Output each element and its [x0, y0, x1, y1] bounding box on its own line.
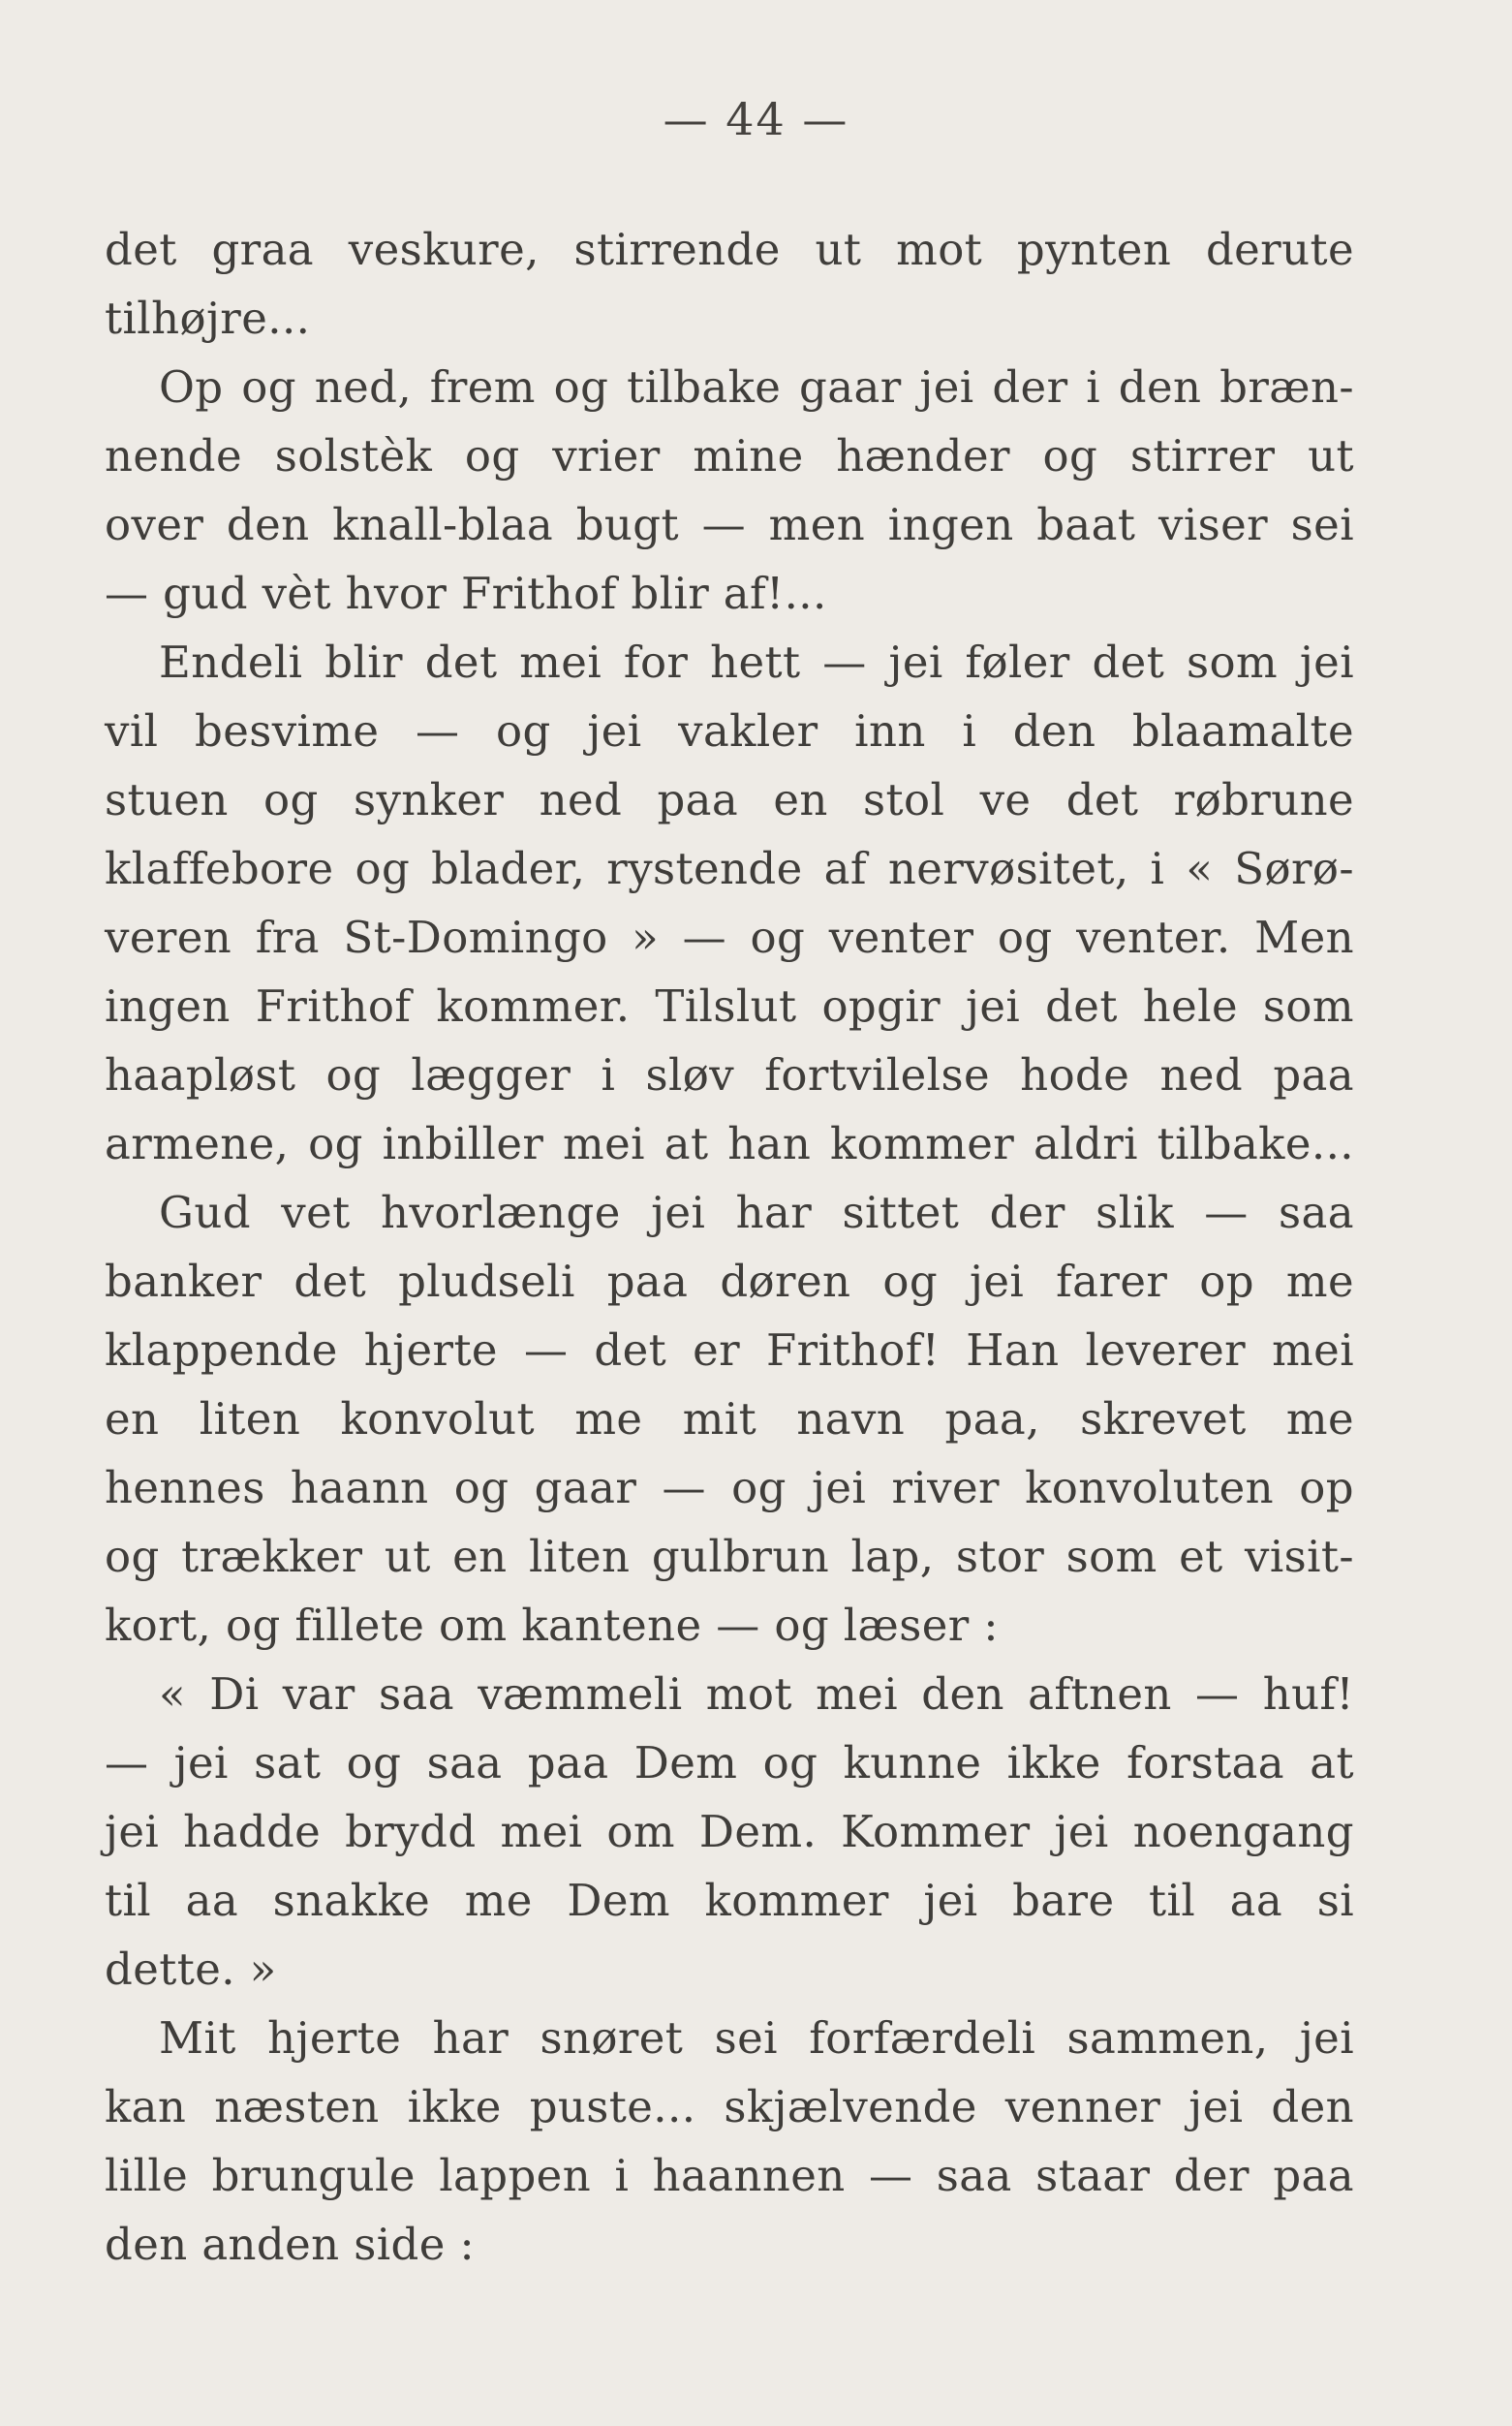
text-line: haapløst og lægger i sløv fortvilelse hode ned paa — [105, 1049, 1354, 1101]
text-line: — gud vèt hvor Frithof blir af!... — [105, 568, 827, 619]
text-line: — jei sat og saa paa Dem og kunne ikke forstaa at — [105, 1737, 1354, 1788]
text-line: vil besvime — og jei vakler inn i den blaamalte — [105, 705, 1354, 757]
text-line: over den knall-blaa bugt — men ingen baat viser sei — [105, 499, 1354, 550]
text-line: banker det pludseli paa døren og jei farer op me — [105, 1256, 1354, 1307]
text-line: lille brungule lappen i haannen — saa staar der paa — [105, 2150, 1354, 2201]
text-line: veren fra St-Domingo » — og venter og venter. Men — [105, 912, 1354, 963]
text-line: stuen og synker ned paa en stol ve det røbrune — [105, 774, 1354, 825]
text-line: nende solstèk og vrier mine hænder og stirrer ut — [105, 430, 1354, 482]
text-line: tilhøjre... — [105, 293, 311, 344]
text-line: klaffebore og blader, rystende af nervøsitet, i « Sørø- — [105, 843, 1354, 894]
text-line: klappende hjerte — det er Frithof! Han leverer mei — [105, 1324, 1354, 1376]
text-line: Mit hjerte har snøret sei forfærdeli sammen, jei — [159, 2012, 1354, 2064]
text-line: og trækker ut en liten gulbrun lap, stor som et visit- — [105, 1531, 1354, 1582]
text-line: kan næsten ikke puste... skjælvende venner jei den — [105, 2081, 1354, 2132]
text-line: ingen Frithof kommer. Tilslut opgir jei det hele som — [105, 980, 1354, 1032]
text-line: en liten konvolut me mit navn paa, skrevet me — [105, 1393, 1354, 1445]
text-line: Op og ned, frem og tilbake gaar jei der i den bræn- — [159, 361, 1354, 413]
text-line: til aa snakke me Dem kommer jei bare til aa si — [105, 1875, 1354, 1926]
text-line: armene, og inbiller mei at han kommer aldri tilbake... — [105, 1118, 1354, 1169]
page-number: — 44 — — [663, 93, 849, 145]
text-line: kort, og fillete om kantene — og læser : — [105, 1600, 999, 1651]
text-line: jei hadde brydd mei om Dem. Kommer jei noengang — [105, 1806, 1354, 1857]
text-line: Endeli blir det mei for hett — jei føler det som jei — [159, 637, 1354, 688]
body-text — [105, 215, 1354, 2279]
text-line: den anden side : — [105, 2219, 476, 2270]
text-line: « Di var saa væmmeli mot mei den aftnen — huf! — [159, 1668, 1354, 1720]
text-line: Gud vet hvorlænge jei har sittet der slik — saa — [159, 1187, 1354, 1238]
text-line: hennes haann og gaar — og jei river konvoluten op — [105, 1462, 1354, 1513]
text-line: det graa veskure, stirrende ut mot pynten derute — [105, 224, 1354, 275]
text-line: dette. » — [105, 1944, 277, 1995]
